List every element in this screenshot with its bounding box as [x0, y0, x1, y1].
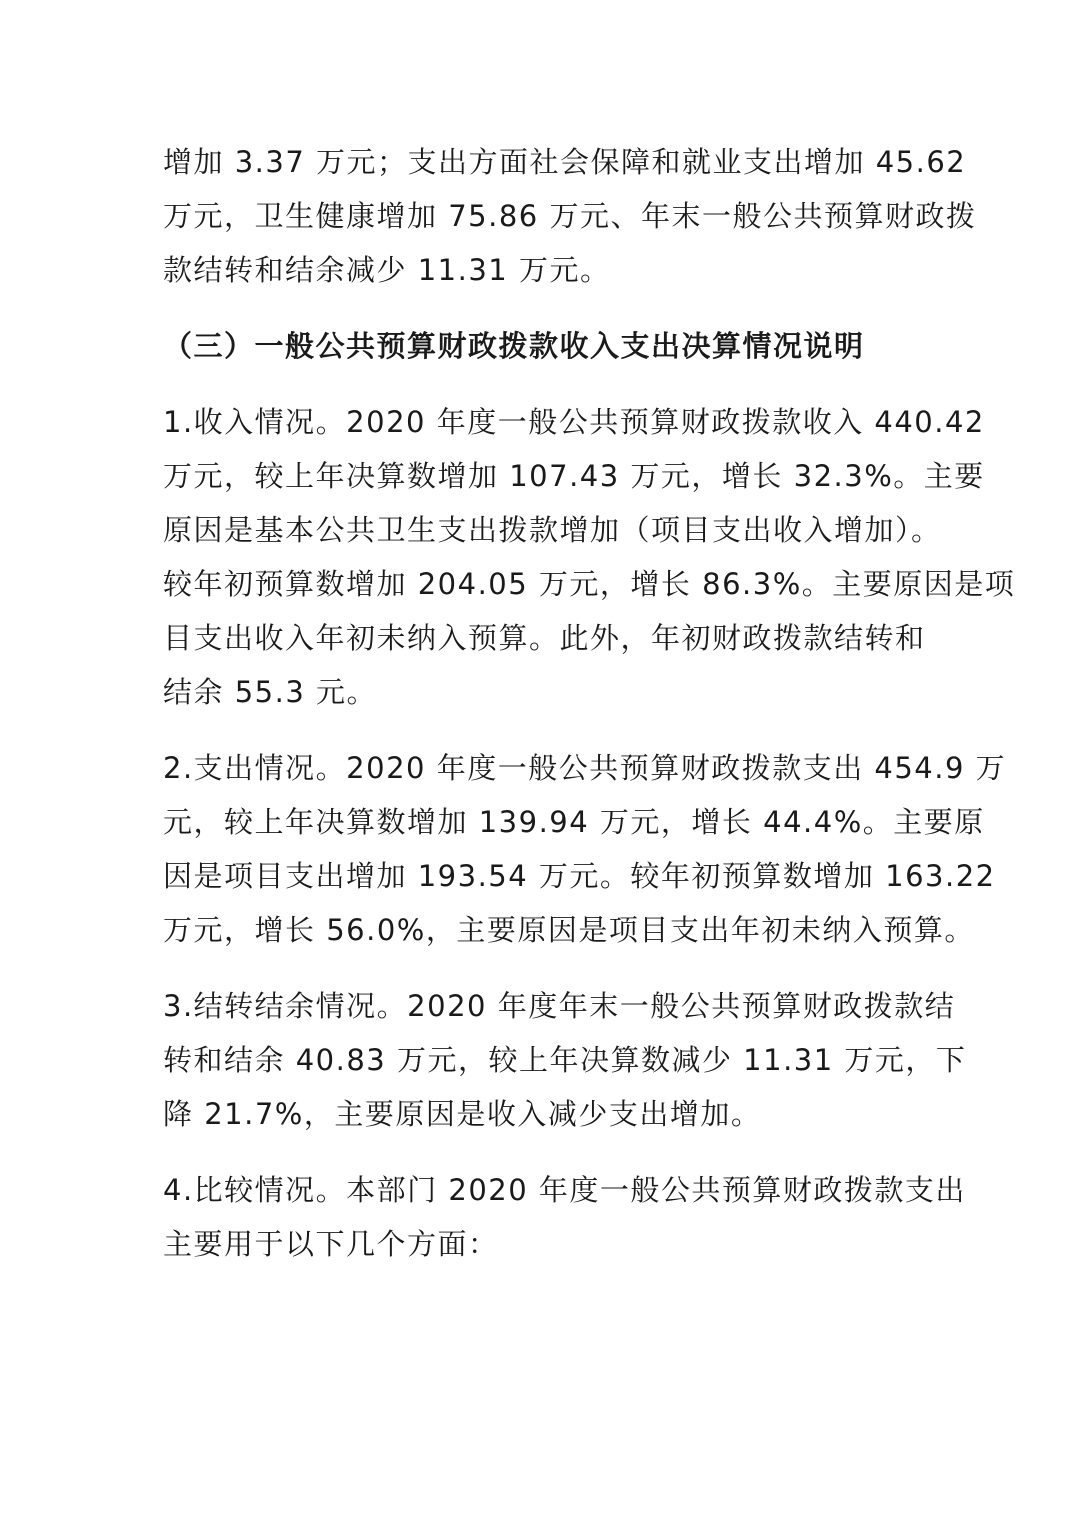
text-line: 款结转和结余减少 11.31 万元。 [163, 253, 611, 287]
text-line: 万元，增长 56.0%，主要原因是项目支出年初未纳入预算。 [163, 913, 975, 947]
text-line: 结余 55.3 元。 [163, 675, 378, 709]
text-line: 3.结转结余情况。2020 年度年末一般公共预算财政拨款结 [163, 989, 956, 1023]
paragraph-intro [163, 135, 977, 297]
paragraph-income [163, 395, 1016, 719]
heading-text: （三）一般公共预算财政拨款收入支出决算情况说明 [163, 329, 865, 363]
text-line: 原因是基本公共卫生支出拨款增加（项目支出收入增加）。 [163, 513, 942, 547]
text-line: 降 21.7%，主要原因是收入减少支出增加。 [163, 1097, 762, 1131]
text-line: 4.比较情况。本部门 2020 年度一般公共预算财政拨款支出 [163, 1173, 966, 1207]
text-line: 目支出收入年初未纳入预算。此外，年初财政拨款结转和 [163, 621, 926, 655]
text-line: 因是项目支出增加 193.54 万元。较年初预算数增加 163.22 [163, 859, 996, 893]
section-heading [163, 319, 943, 373]
document-body [163, 135, 1016, 1293]
text-line: 元，较上年决算数增加 139.94 万元，增长 44.4%。主要原 [163, 805, 985, 839]
text-line: 万元，卫生健康增加 75.86 万元、年末一般公共预算财政拨 [163, 199, 977, 233]
text-line: 增加 3.37 万元；支出方面社会保障和就业支出增加 45.62 [163, 145, 967, 179]
text-line: 较年初预算数增加 204.05 万元，增长 86.3%。主要原因是项 [163, 567, 1016, 601]
paragraph-comparison [163, 1163, 966, 1271]
paragraph-carryover [163, 979, 967, 1141]
paragraph-expenditure [163, 741, 1007, 957]
text-line: 1.收入情况。2020 年度一般公共预算财政拨款收入 440.42 [163, 405, 985, 439]
text-line: 2.支出情况。2020 年度一般公共预算财政拨款支出 454.9 万 [163, 751, 1007, 785]
text-line: 主要用于以下几个方面： [163, 1227, 499, 1261]
text-line: 转和结余 40.83 万元，较上年决算数减少 11.31 万元，下 [163, 1043, 967, 1077]
text-line: 万元，较上年决算数增加 107.43 万元，增长 32.3%。主要 [163, 459, 985, 493]
